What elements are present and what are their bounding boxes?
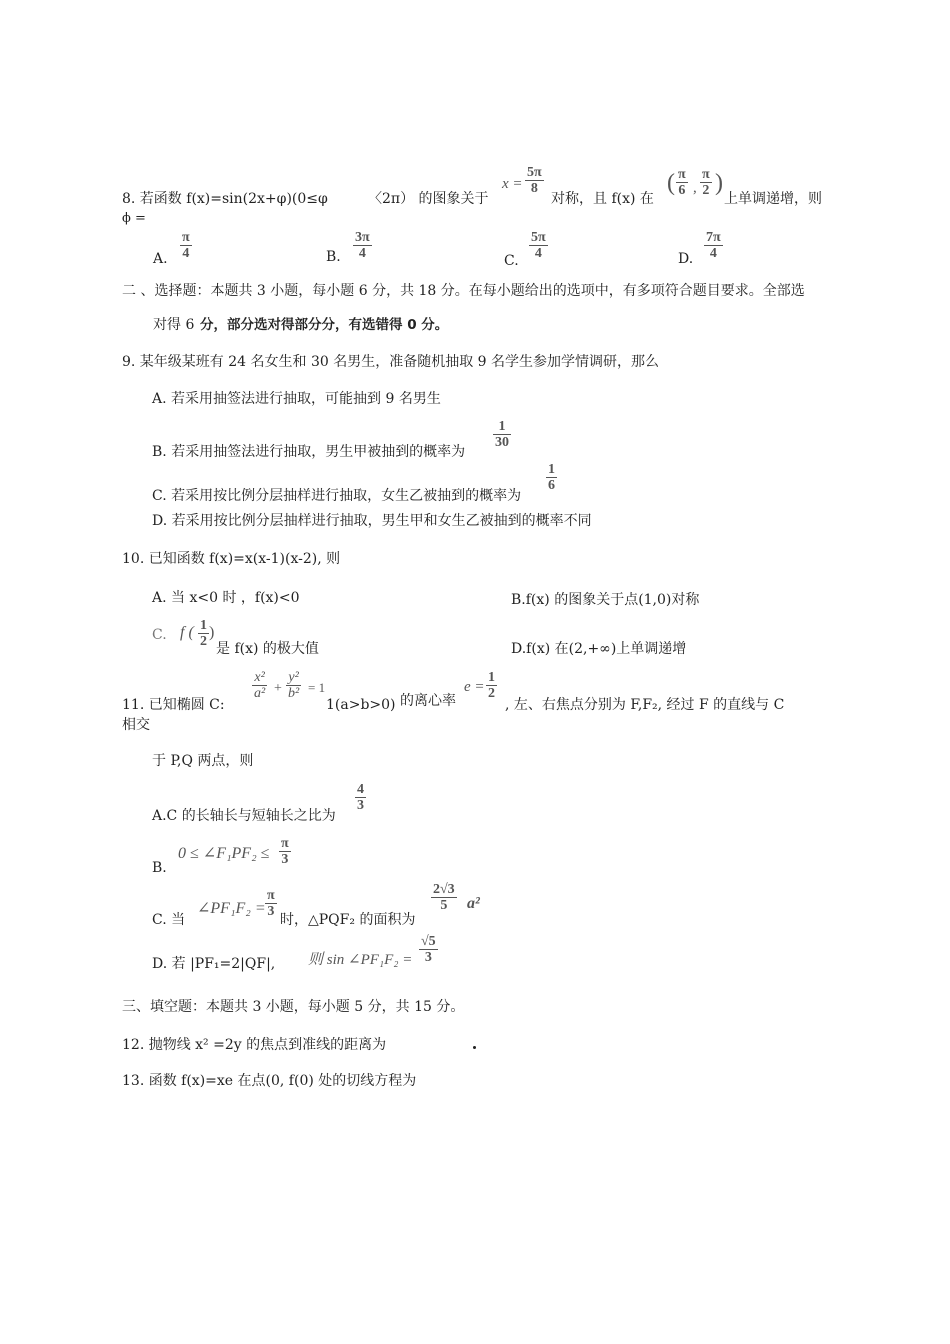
q11-e-eq: e = [464, 679, 485, 695]
q11-plus: + [274, 681, 282, 696]
q10-option-c-label: C. [152, 627, 167, 643]
q11-stem-b: 的离心率 [400, 693, 456, 709]
fraction-den: 2 [488, 686, 495, 701]
q8-interval-b [700, 167, 712, 198]
q8-int-b-den: 2 [702, 183, 710, 198]
q8-x-den: 8 [530, 181, 538, 196]
q8-option-d-value [704, 230, 723, 261]
q9-stem: 9. 某年级某班有 24 名女生和 30 名男生，准备随机抽取 9 名学生参加学情调研，那么 [122, 354, 660, 370]
q11-stem-a: 11. 已知椭圆 C: [122, 697, 225, 713]
q8-int-a-den: 6 [678, 183, 686, 198]
q11-option-c-text: 时，△PQF₂ 的面积为 [280, 912, 416, 928]
fraction-den: 30 [495, 435, 509, 450]
q8-stem-part3: 对称，且 f(x) 在 [551, 191, 654, 207]
answer-blank-dot [473, 1046, 476, 1049]
fraction-num: 1 [200, 618, 207, 633]
q11-stem-c: , 左、右焦点分别为 F,F₂, 经过 F 的直线与 C [505, 697, 785, 713]
q11-option-c-label: C. 当 [152, 912, 186, 928]
fraction-num: 1 [488, 670, 495, 685]
fraction-den: b² [288, 686, 300, 701]
q8-x-eq: x = [502, 176, 523, 192]
q11-e-fraction [486, 670, 497, 701]
q8-interval-comma: , [693, 180, 697, 196]
q10-option-b: B.f(x) 的图象关于点(1,0)对称 [511, 592, 700, 608]
fraction-den: 5 [440, 898, 448, 913]
q11-ellipse-x [252, 670, 267, 701]
section2-heading-line2a: 对得 6 [153, 317, 195, 333]
q8-interval-a [676, 167, 688, 198]
q9-option-b-fraction [493, 419, 511, 450]
q8-interval-close: ) [715, 170, 723, 196]
q11-option-d-fraction [419, 934, 438, 965]
q10-option-c-fraction [198, 618, 209, 649]
q8-option-b-value [353, 230, 372, 261]
fraction-num: 1 [498, 419, 506, 434]
q8-option-c-label: C. [504, 253, 519, 269]
section2-heading: 二 、选择题：本题共 3 小题，每小题 6 分，共 18 分。在每小题给出的选项中，有多项符合题目要求。全部选 [122, 283, 805, 299]
fraction-num: 7π [706, 230, 721, 245]
q11-stem-d: 相交 [122, 717, 150, 733]
q9-option-c-fraction [546, 462, 557, 493]
fraction-den: 4 [358, 246, 366, 261]
q10-stem: 10. 已知函数 f(x)=x(x-1)(x-2), 则 [122, 551, 341, 567]
q8-stem-part2: 〈2π） 的图象关于 [368, 191, 489, 207]
fraction-num: 5π [531, 230, 546, 245]
q11-option-b-math: 0 ≤ ∠F₁PF₂ ≤ [178, 845, 270, 862]
fraction-num: 2√3 [433, 882, 455, 897]
q8-interval-open: ( [667, 170, 675, 196]
q8-int-a-num: π [678, 167, 686, 182]
q8-option-a-label: A. [153, 251, 168, 267]
fraction-den: 4 [534, 246, 542, 261]
q8-int-b-num: π [702, 167, 710, 182]
fraction-den: 4 [182, 246, 190, 261]
q8-stem-line2: ϕ = [122, 211, 146, 226]
q8-x-fraction [525, 165, 544, 196]
fraction-den: a² [254, 686, 266, 701]
q8-option-d-label: D. [678, 251, 694, 267]
q9-option-a: A. 若采用抽签法进行抽取，可能抽到 9 名男生 [152, 391, 441, 407]
q12-text: 12. 抛物线 x² =2y 的焦点到准线的距离为 [122, 1037, 387, 1053]
q11-option-a-fraction [355, 782, 366, 813]
q11-option-c-area-fraction [431, 882, 457, 913]
q13-text: 13. 函数 f(x)=xe 在点(0, f(0) 处的切线方程为 [122, 1073, 417, 1089]
q10-option-d: D.f(x) 在(2,+∞)上单调递增 [511, 641, 687, 657]
q10-option-c-text: 是 f(x) 的极大值 [216, 641, 319, 657]
fraction-num: √5 [421, 934, 436, 949]
q8-stem-part1: 8. 若函数 f(x)=sin(2x+φ)(0≤φ [122, 191, 328, 207]
q11-option-b-label: B. [152, 860, 167, 876]
q11-eq1: = 1 [308, 680, 326, 695]
fraction-den: 4 [709, 246, 717, 261]
fraction-num: y² [288, 670, 299, 685]
fraction-den: 2 [200, 634, 207, 649]
q11-option-c-fraction [265, 888, 277, 919]
fraction-num: π [182, 230, 190, 245]
fraction-num: 1 [548, 462, 555, 477]
fraction-num: 3π [355, 230, 370, 245]
q11-option-a: A.C 的长轴长与短轴长之比为 [152, 808, 336, 824]
q11-option-b-fraction [279, 836, 291, 867]
q8-stem-part4: 上单调递增，则 [724, 191, 822, 207]
fraction-den: 6 [548, 478, 555, 493]
q8-option-a-value [180, 230, 192, 261]
q11-option-d-math: 则 sin ∠PF₁F₂ = [308, 952, 413, 968]
fraction-num: x² [254, 670, 265, 685]
fraction-num: π [267, 888, 275, 903]
q8-option-c-value [529, 230, 548, 261]
q9-option-b: B. 若采用抽签法进行抽取，男生甲被抽到的概率为 [152, 444, 466, 460]
q9-option-c: C. 若采用按比例分层抽样进行抽取，女生乙被抽到的概率为 [152, 488, 522, 504]
q8-x-num: 5π [527, 165, 542, 180]
q11-ellipse-y [286, 670, 301, 701]
q9-option-d: D. 若采用按比例分层抽样进行抽取，男生甲和女生乙被抽到的概率不同 [152, 513, 592, 529]
q10-option-c-close: ) [209, 624, 215, 641]
section2-heading-line2b: 分，部分选对得部分分，有选错得 0 分。 [200, 317, 449, 333]
section3-heading: 三、填空题：本题共 3 小题，每小题 5 分，共 15 分。 [122, 999, 465, 1015]
q10-option-a: A. 当 x<0 时 ，f(x)<0 [152, 590, 300, 606]
q11-stem-e: 于 P,Q 两点，则 [152, 753, 254, 769]
q11-option-d-label: D. 若 |PF₁=2|QF|, [152, 956, 276, 972]
q11-option-c-math: ∠PF₁F₂ = [197, 900, 266, 917]
fraction-den: 3 [267, 904, 275, 919]
fraction-num: π [281, 836, 289, 851]
fraction-den: 3 [281, 852, 289, 867]
q11-option-c-area-tail: a² [467, 895, 480, 912]
fraction-num: 4 [357, 782, 364, 797]
q11-condition: 1(a>b>0) [326, 697, 396, 713]
q10-option-c-f: f ( [180, 624, 194, 641]
q8-option-b-label: B. [326, 249, 341, 265]
fraction-den: 3 [357, 798, 364, 813]
fraction-den: 3 [424, 950, 432, 965]
